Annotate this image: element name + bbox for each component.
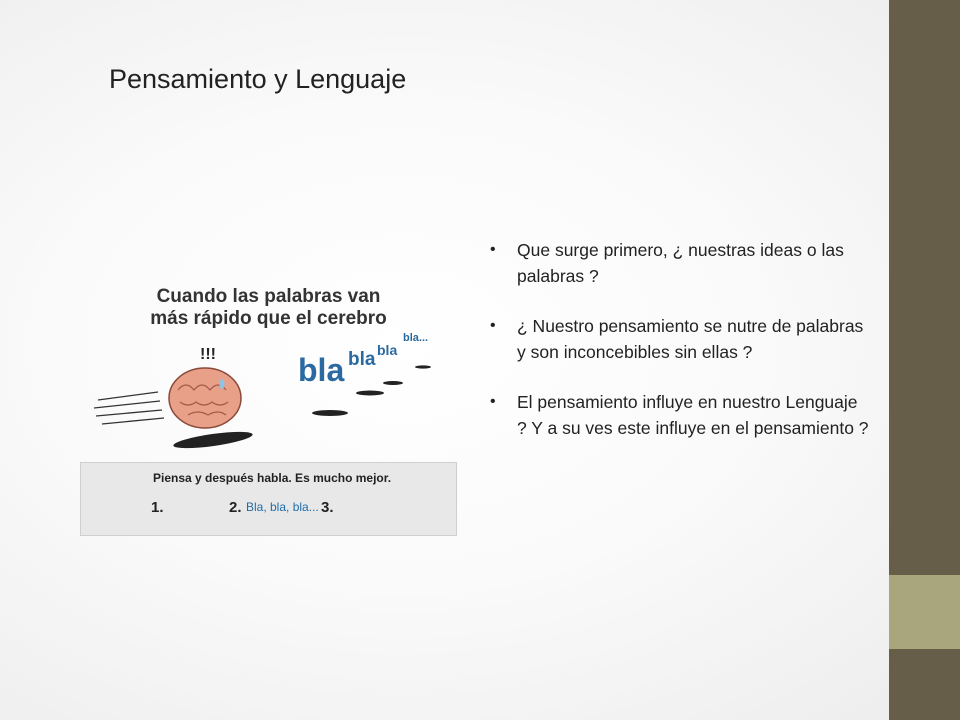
slide-title: Pensamiento y Lenguaje (109, 64, 407, 94)
cartoon-title (80, 286, 457, 330)
exclaim-text: !!! (200, 346, 216, 363)
bla-text-large: bla (298, 352, 345, 388)
step-2-text: Bla, bla, bla... (246, 500, 319, 514)
cartoon-title-line2: más rápido que el cerebro (150, 308, 387, 329)
step-3-number: 3. (321, 499, 334, 516)
advice-panel (80, 462, 457, 536)
bla-text-medium: bla (348, 349, 376, 370)
brain-icon (169, 368, 241, 428)
sidebar-accent-band (889, 575, 960, 649)
step-1-number: 1. (151, 499, 164, 516)
panel-title: Piensa y después habla. Es mucho mejor. (153, 471, 392, 485)
bullet-item: • ¿ Nuestro pensamiento se nutre de palabras y son inconcebibles sin ellas ? (490, 313, 870, 365)
cartoon-title-line1: Cuando las palabras van (156, 286, 381, 307)
bullet-item: • El pensamiento influye en nuestro Lenguaje ? Y a su ves este influye en el pensamiento ? (490, 389, 870, 441)
bullet-list (490, 237, 870, 465)
bullet-item: • Que surge primero, ¿ nuestras ideas o las palabras ? (490, 237, 870, 289)
cartoon-image (80, 270, 457, 538)
bla-text-small: bla (377, 342, 398, 358)
step-2-number: 2. (229, 499, 242, 516)
bla-text-tiny: bla... (403, 332, 429, 344)
speed-lines (94, 392, 164, 424)
